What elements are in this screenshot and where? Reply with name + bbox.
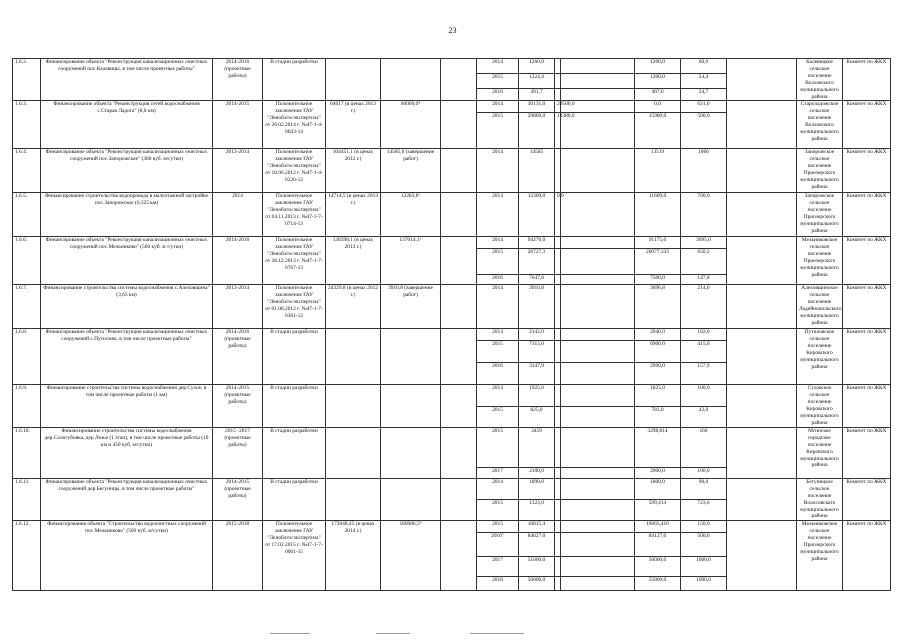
table-row bbox=[13, 193, 891, 237]
blank-cell bbox=[727, 193, 797, 237]
item-cost bbox=[326, 478, 381, 520]
total-cell: 1323,0 bbox=[519, 500, 555, 521]
year-cell: 2015 bbox=[477, 73, 519, 88]
item-remain bbox=[381, 427, 441, 478]
item-cost: 104451,1 (в ценах 2012 г.) bbox=[326, 149, 381, 193]
regional-cell: 84127,0 bbox=[635, 533, 681, 557]
blank-narrow-cell bbox=[561, 521, 635, 533]
item-name: Финансирование строительства водопровода в малоэтажной застройке пос.Запорожское (6,325 км) bbox=[41, 193, 213, 237]
total-cell: 3147,9 bbox=[519, 363, 555, 385]
total-cell: 1224,4 bbox=[519, 73, 555, 88]
local-cell: 90,0 bbox=[681, 478, 727, 499]
year-cell: 2014 bbox=[477, 385, 519, 406]
local-cell: 500,0 bbox=[681, 113, 727, 149]
table-row bbox=[13, 385, 891, 406]
total-cell: 491,7 bbox=[519, 88, 555, 101]
item-number: 1.6.7. bbox=[13, 285, 41, 329]
regional-cell: 55000,0 bbox=[635, 577, 681, 591]
customer-cell: Путиловское сельское поселение Кировского муниципального района bbox=[797, 329, 843, 385]
local-cell: 160 bbox=[681, 427, 727, 467]
regional-cell: 3696,8 bbox=[635, 285, 681, 329]
blank-narrow-cell bbox=[561, 557, 635, 577]
blank-cell bbox=[441, 149, 477, 193]
local-cell: 1000,0 bbox=[681, 557, 727, 577]
blank-narrow-cell bbox=[561, 478, 635, 499]
blank-cell bbox=[441, 385, 477, 427]
year-cell: 2015 bbox=[477, 406, 519, 427]
customer-cell: Бегуницкое сельское поселение Волосовского муниципального района bbox=[797, 478, 843, 520]
item-status: Положительное заключение ГАУ "Леноблгосэкспертиза" от 28.12.2013 г. №47-1-7-0767-13 bbox=[263, 237, 326, 285]
total-cell: 29869,0 bbox=[519, 113, 555, 149]
item-remain bbox=[381, 329, 441, 385]
local-cell: 723,6 bbox=[681, 500, 727, 521]
local-cell: 100,0 bbox=[681, 467, 727, 478]
regional-cell: 50000,0 bbox=[635, 557, 681, 577]
table-row bbox=[13, 285, 891, 329]
local-cell: 42,0 bbox=[681, 406, 727, 427]
year-cell: 2017 bbox=[477, 467, 519, 478]
customer-cell: Староладожское сельское поселение Волховского муниципального района bbox=[797, 101, 843, 149]
blank-cell bbox=[441, 521, 477, 591]
blank-narrow-cell bbox=[561, 275, 635, 285]
year-cell: 2018 bbox=[477, 577, 519, 591]
total-cell: 825,0 bbox=[519, 406, 555, 427]
total-cell: 94270,0 bbox=[519, 237, 555, 249]
year-cell: 2016⁷ bbox=[477, 533, 519, 557]
item-remain bbox=[381, 385, 441, 427]
local-cell: 700,0 bbox=[681, 193, 727, 237]
committee-cell: Комитет по ЖКХ bbox=[843, 237, 891, 285]
blank-cell bbox=[727, 329, 797, 385]
item-period: 2013-2014 bbox=[213, 149, 263, 193]
page-number: 23 bbox=[448, 26, 457, 35]
item-period: 2015 -2017 (проектные работы) bbox=[213, 427, 263, 478]
committee-cell: Комитет по ЖКХ bbox=[843, 385, 891, 427]
blank-cell bbox=[727, 149, 797, 193]
year-cell: 2015 bbox=[477, 341, 519, 363]
local-cell: 415,0 bbox=[681, 341, 727, 363]
total-cell: 16815,4 bbox=[519, 521, 555, 533]
regional-cell: 26077,333 bbox=[635, 249, 681, 275]
item-cost: 24329,8 (в ценах 2012 г.) bbox=[326, 285, 381, 329]
customer-cell: Калевицкое сельское поселение Волховского муниципального района bbox=[797, 59, 843, 101]
item-number: 1.6.6. bbox=[13, 237, 41, 285]
regional-cell: 599,414 bbox=[635, 500, 681, 521]
blank-narrow-cell bbox=[561, 88, 635, 101]
year-cell: 2014 bbox=[477, 329, 519, 341]
item-name: Финансирование объекта "Реконструкция канализационных очистных сооружений пос.Запорожское" (300 куб. м/сутки) bbox=[41, 149, 213, 193]
local-cell: 3095,0 bbox=[681, 237, 727, 249]
regional-cell: 7500,0 bbox=[635, 275, 681, 285]
item-period: 2014-2015 (проектные работы) bbox=[213, 478, 263, 520]
regional-cell: 2990,0 bbox=[635, 363, 681, 385]
year-cell: 2015 bbox=[477, 113, 519, 149]
year-cell: 2014 bbox=[477, 101, 519, 113]
item-status: Положительное заключение ГАУ "Леноблгосэкспертиза" от 26.02.2014 г. №47-1-4-0043-14 bbox=[263, 101, 326, 149]
blank-narrow-cell bbox=[561, 249, 635, 275]
item-cost: 138398,1 (в ценах 2013 г.) bbox=[326, 237, 381, 285]
total-cell: 1925,0 bbox=[519, 385, 555, 406]
regional-cell: 467,0 bbox=[635, 88, 681, 101]
item-status: В стадии разработки bbox=[263, 59, 326, 101]
table-row bbox=[13, 149, 891, 193]
blank-narrow-cell bbox=[561, 467, 635, 478]
year-cell: 2016 bbox=[477, 275, 519, 285]
item-status: В стадии разработки bbox=[263, 478, 326, 520]
year-cell: 2014 bbox=[477, 193, 519, 237]
item-status: В стадии разработки bbox=[263, 427, 326, 478]
blank-narrow-cell bbox=[561, 73, 635, 88]
committee-cell: Комитет по ЖКХ bbox=[843, 149, 891, 193]
blank-narrow-cell bbox=[561, 385, 635, 406]
regional-cell: 1200,0 bbox=[635, 73, 681, 88]
year-cell: 2014 bbox=[477, 149, 519, 193]
item-number: 1.6.5. bbox=[13, 193, 41, 237]
blank-narrow-cell bbox=[561, 285, 635, 329]
local-cell: 214,0 bbox=[681, 285, 727, 329]
regional-cell: 6900,0 bbox=[635, 341, 681, 363]
item-remain: 186986,5⁹ bbox=[381, 521, 441, 591]
local-cell: 147,8 bbox=[681, 275, 727, 285]
committee-cell: Комитет по ЖКХ bbox=[843, 427, 891, 478]
blank-cell bbox=[441, 59, 477, 101]
blank-cell bbox=[727, 521, 797, 591]
blank-narrow-cell bbox=[561, 237, 635, 249]
item-remain bbox=[381, 478, 441, 520]
blank-cell bbox=[727, 285, 797, 329]
item-cost bbox=[326, 385, 381, 427]
program-table bbox=[12, 58, 891, 591]
item-status: Положительное заключение ГАУ "Леноблгосэкспертиза" от 04.11.2013 г. №47-1-7-0714-13 bbox=[263, 193, 326, 237]
item-name: Финансирование строительства системы водоснабжения с.Алеховщина" (3,65 км) bbox=[41, 285, 213, 329]
item-name: Финансирование строительства системы водоснабжения дер.Сухое, в том числе проектные работы (1 км) bbox=[41, 385, 213, 427]
total-cell: 30131,0 bbox=[519, 101, 555, 113]
page-bottom-edge bbox=[0, 631, 905, 637]
item-period: 2014-2016 (проектные работы) bbox=[213, 329, 263, 385]
item-status: В стадии разработки bbox=[263, 329, 326, 385]
item-status: В стадии разработки bbox=[263, 385, 326, 427]
item-number: 1.6.3. bbox=[13, 101, 41, 149]
total-cell: 7315,0 bbox=[519, 341, 555, 363]
blank-narrow-cell bbox=[561, 329, 635, 341]
year-cell: 2015 bbox=[477, 427, 519, 467]
local-cell: 60,0 bbox=[681, 59, 727, 74]
committee-cell: Комитет по ЖКХ bbox=[843, 193, 891, 237]
total-cell: 3459 bbox=[519, 427, 555, 467]
local-cell: 650,2 bbox=[681, 249, 727, 275]
blank-cell bbox=[441, 427, 477, 478]
blank-cell bbox=[441, 237, 477, 285]
regional-cell: 1825,0 bbox=[635, 385, 681, 406]
blank-narrow-cell bbox=[561, 500, 635, 521]
committee-cell: Комитет по ЖКХ bbox=[843, 521, 891, 591]
total-cell: 12309,0 bbox=[519, 193, 555, 237]
total-cell: 1260,0 bbox=[519, 59, 555, 74]
committee-cell: Комитет по ЖКХ bbox=[843, 478, 891, 520]
customer-cell: Суховское сельское поселение Кировского муниципального района bbox=[797, 385, 843, 427]
total-cell: 14585 bbox=[519, 149, 555, 193]
customer-cell: Запорожское сельское поселение Приозерского муниципального района bbox=[797, 193, 843, 237]
table-row bbox=[13, 478, 891, 499]
local-cell: 100,0 bbox=[681, 385, 727, 406]
regional-cell: 11609,0 bbox=[635, 193, 681, 237]
local-cell: 102,0 bbox=[681, 329, 727, 341]
local-cell: 24,4 bbox=[681, 73, 727, 88]
regional-cell: 3298,814 bbox=[635, 427, 681, 467]
item-period: 2015-2018 bbox=[213, 521, 263, 591]
customer-cell: Мельниковское сельское поселение Приозерского муниципального района bbox=[797, 521, 843, 591]
item-name: Финансирование объекта "Реконструкция канализационных очистных сооружений пос.Мельниково" (500 куб. м /сутки) bbox=[41, 237, 213, 285]
item-cost: 173048,45 (в ценах 2014 г.) bbox=[326, 521, 381, 591]
item-number: 1.6.10. bbox=[13, 427, 41, 478]
regional-cell: 783,0 bbox=[635, 406, 681, 427]
item-cost bbox=[326, 59, 381, 101]
blank-narrow-cell bbox=[561, 363, 635, 385]
regional-cell: 13519 bbox=[635, 149, 681, 193]
local-cell: 150,0 bbox=[681, 521, 727, 533]
item-remain: 60000,0⁴ bbox=[381, 101, 441, 149]
item-name: Финансирование объекта "Реконструкция канализационных очистных сооружений с.Путилово, в том числе проектные работы" bbox=[41, 329, 213, 385]
blank-cell bbox=[441, 101, 477, 149]
regional-cell: 1800,0 bbox=[635, 478, 681, 499]
item-remain bbox=[381, 59, 441, 101]
committee-cell: Комитет по ЖКХ bbox=[843, 59, 891, 101]
year-cell: 2014 bbox=[477, 59, 519, 74]
item-period: 2013-2014 bbox=[213, 285, 263, 329]
blank-cell bbox=[441, 478, 477, 520]
year-cell: 2014 bbox=[477, 478, 519, 499]
local-cell: 631,0 bbox=[681, 101, 727, 113]
item-remain: 3910,8 (завершение работ) bbox=[381, 285, 441, 329]
local-cell: 1000,0 bbox=[681, 577, 727, 591]
year-cell: 2016 bbox=[477, 88, 519, 101]
item-remain: 137014,1⁶ bbox=[381, 237, 441, 285]
blank-narrow-cell bbox=[561, 577, 635, 591]
total-cell: 56000,0 bbox=[519, 577, 555, 591]
blank-cell bbox=[441, 285, 477, 329]
blank-narrow-cell bbox=[561, 406, 635, 427]
item-name: Финансирование строительства системы водоснабжения дер.Сологубовка, дер.Лезье (1 этап), в том числе проектные работы (10 км и 450 куб. м/сутки) bbox=[41, 427, 213, 478]
item-status: Положительное заключение ГАУ "Леноблгосэкспертиза" от 17.02.2015 г. №47-1-7-0061-15 bbox=[263, 521, 326, 591]
customer-cell: Алеховщинское сельское поселение Лодейнопольского муниципального района bbox=[797, 285, 843, 329]
item-remain: 14585,0 (завершение работ) bbox=[381, 149, 441, 193]
federal-cell: 0,0 bbox=[555, 193, 561, 237]
blank-cell bbox=[727, 478, 797, 520]
item-name: Финансирование объекта "Реконструкция канализационных очистных сооружений пос.Калевицы, в том числе проектные работы" bbox=[41, 59, 213, 101]
item-number: 1.6.9. bbox=[13, 385, 41, 427]
regional-cell: 15989,0 bbox=[635, 113, 681, 149]
total-cell: 2100,0 bbox=[519, 467, 555, 478]
year-cell: 2016 bbox=[477, 363, 519, 385]
table-row bbox=[13, 237, 891, 249]
item-period: 2014-2015 (проектные работы) bbox=[213, 385, 263, 427]
year-cell: 2015 bbox=[477, 500, 519, 521]
regional-cell: 1200,0 bbox=[635, 59, 681, 74]
blank-cell bbox=[727, 385, 797, 427]
item-period: 2014 bbox=[213, 193, 263, 237]
total-cell: 2142,0 bbox=[519, 329, 555, 341]
regional-cell: 0,0 bbox=[635, 101, 681, 113]
blank-narrow-cell bbox=[561, 341, 635, 363]
total-cell: 84627,0 bbox=[519, 533, 555, 557]
item-status: Положительное заключение ГАУ "Леноблгосэкспертиза" от 18.06.2012 г. №47-1-4-0226-12 bbox=[263, 149, 326, 193]
customer-cell: Запорожское сельское поселение Приозерского муниципального района bbox=[797, 149, 843, 193]
regional-cell: 16665,410 bbox=[635, 521, 681, 533]
year-cell: 2015 bbox=[477, 249, 519, 275]
total-cell: 51000,0 bbox=[519, 557, 555, 577]
item-number: 1.6.8. bbox=[13, 329, 41, 385]
year-cell: 2017 bbox=[477, 557, 519, 577]
committee-cell: Комитет по ЖКХ bbox=[843, 101, 891, 149]
regional-cell: 91175,0 bbox=[635, 237, 681, 249]
table-row bbox=[13, 59, 891, 74]
year-cell: 2015 bbox=[477, 521, 519, 533]
blank-narrow-cell bbox=[561, 533, 635, 557]
blank-cell bbox=[441, 193, 477, 237]
local-cell: 500,0 bbox=[681, 533, 727, 557]
table-row bbox=[13, 427, 891, 467]
item-cost bbox=[326, 329, 381, 385]
blank-cell bbox=[441, 329, 477, 385]
table-row bbox=[13, 329, 891, 341]
regional-cell: 2040,0 bbox=[635, 329, 681, 341]
item-name: Финансирование объекта "Строительство водоочистных сооружений пос.Мельниково" (500 куб. м/сутки) bbox=[41, 521, 213, 591]
item-period: 2014-2016 (проектные работы) bbox=[213, 59, 263, 101]
table-body bbox=[13, 59, 891, 591]
total-cell: 3910,8 bbox=[519, 285, 555, 329]
item-number: 1.6.2. bbox=[13, 59, 41, 101]
item-number: 1.6.4. bbox=[13, 149, 41, 193]
total-cell: 1890,0 bbox=[519, 478, 555, 499]
item-number: 1.6.11. bbox=[13, 478, 41, 520]
item-name: Финансирование объекта "Реконструкция канализационных очистных сооружений дер.Бегуницы, в том числе проектные работы" bbox=[41, 478, 213, 520]
committee-cell: Комитет по ЖКХ bbox=[843, 285, 891, 329]
blank-cell bbox=[727, 237, 797, 285]
blank-narrow-cell bbox=[561, 193, 635, 237]
customer-cell: Мельниковское сельское поселение Приозерского муниципального района bbox=[797, 237, 843, 285]
blank-narrow-cell bbox=[561, 149, 635, 193]
total-cell: 26727,3 bbox=[519, 249, 555, 275]
item-cost bbox=[326, 427, 381, 478]
item-cost: 64017 (в ценах 2013 г.) bbox=[326, 101, 381, 149]
table-row bbox=[13, 101, 891, 113]
item-cost: 14714,5 (в ценах 2013 г.) bbox=[326, 193, 381, 237]
local-cell: 24,7 bbox=[681, 88, 727, 101]
year-cell: 2014 bbox=[477, 237, 519, 249]
item-remain: 12283,8⁵ bbox=[381, 193, 441, 237]
federal-cell: 13380,0 bbox=[555, 113, 561, 149]
blank-narrow-cell bbox=[561, 427, 635, 467]
item-period: 2014-2015 bbox=[213, 101, 263, 149]
blank-cell bbox=[727, 101, 797, 149]
item-status: Положительное заключение ГАУ "Леноблгосэкспертиза" от 01.08.2012 г. №47-1-7-0361-12 bbox=[263, 285, 326, 329]
customer-cell: Мгинское городское поселение Кировского муниципального района bbox=[797, 427, 843, 478]
blank-narrow-cell bbox=[561, 59, 635, 74]
total-cell: 7647,8 bbox=[519, 275, 555, 285]
local-cell: 157,9 bbox=[681, 363, 727, 385]
item-period: 2014-2016 bbox=[213, 237, 263, 285]
item-number: 1.6.12. bbox=[13, 521, 41, 591]
blank-cell bbox=[727, 427, 797, 478]
federal-cell: 29500,0 bbox=[555, 101, 561, 113]
local-cell: 1066 bbox=[681, 149, 727, 193]
blank-cell bbox=[727, 59, 797, 101]
regional-cell: 2000,0 bbox=[635, 467, 681, 478]
item-name: Финансирование объекта "Реконструкция сетей водоснабжения с.Старая Ладога" (8,0 км) bbox=[41, 101, 213, 149]
committee-cell: Комитет по ЖКХ bbox=[843, 329, 891, 385]
year-cell: 2014 bbox=[477, 285, 519, 329]
table-row bbox=[13, 521, 891, 533]
